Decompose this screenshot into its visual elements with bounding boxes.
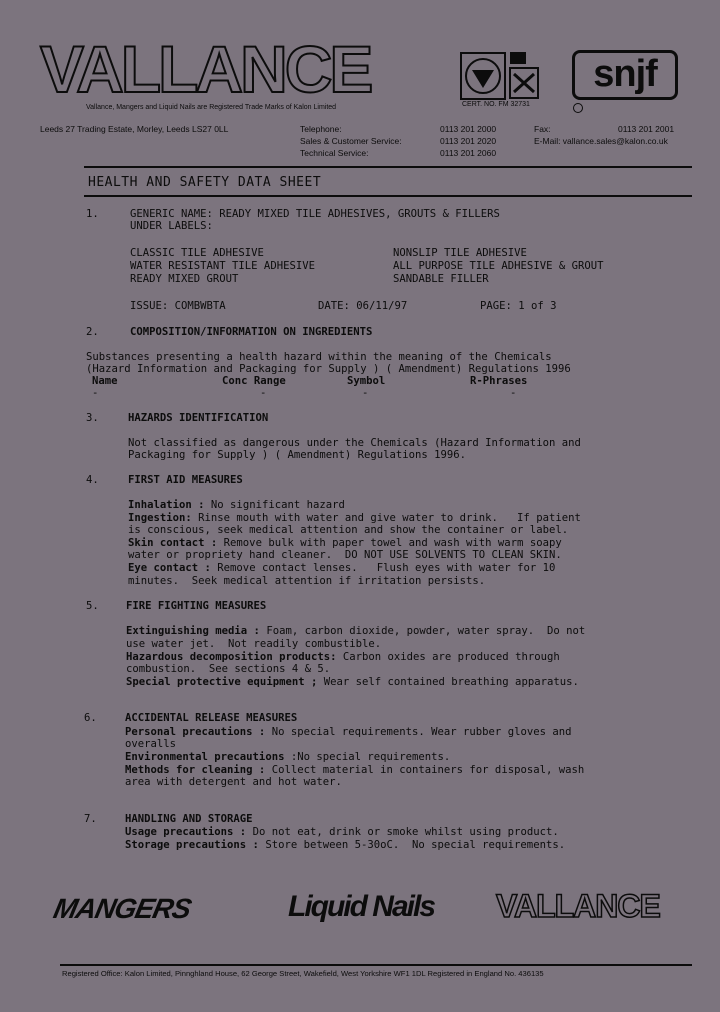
liquid-nails-logo: Liquid Nails <box>288 890 435 923</box>
vallance-logo: VALLANCE <box>40 32 371 106</box>
fire-protective <box>126 676 579 688</box>
column-dash: - <box>362 387 369 399</box>
field-value: Wear self contained breathing apparatus. <box>317 676 579 688</box>
snjf-text: snjf <box>593 53 657 95</box>
handling-storage <box>125 839 565 851</box>
section-title: FIRST AID MEASURES <box>128 474 243 486</box>
column-header: Name <box>92 375 118 387</box>
release-cleaning <box>125 764 584 776</box>
registered-mark-icon <box>573 103 583 113</box>
first-aid-ingestion <box>128 512 581 524</box>
body-text: overalls <box>125 738 177 750</box>
footer-divider <box>60 964 692 966</box>
field-key: Skin contact : <box>128 537 218 549</box>
field-value: Rinse mouth with water and give water to drink. If patient <box>191 512 581 524</box>
section-title: HANDLING AND STORAGE <box>125 813 253 825</box>
section-title: COMPOSITION/INFORMATION ON INGREDIENTS <box>130 326 373 338</box>
field-key: Ingestion: <box>128 512 192 524</box>
bsi-certification-logo <box>460 52 542 102</box>
body-text: use water jet. Not readily combustible. <box>126 638 382 650</box>
first-aid-inhalation <box>128 499 345 511</box>
section-number: 7. <box>84 813 97 825</box>
label-item: WATER RESISTANT TILE ADHESIVE <box>130 260 315 272</box>
release-environmental <box>125 751 450 763</box>
body-text: water or propriety hand cleaner. DO NOT USE SOLVENTS TO CLEAN SKIN. <box>128 549 562 561</box>
field-value: No significant hazard <box>204 499 345 511</box>
section-title: ACCIDENTAL RELEASE MEASURES <box>125 712 298 724</box>
section-number: 4. <box>86 474 99 486</box>
section-number: 2. <box>86 326 99 338</box>
field-value: Remove contact lenses. Flush eyes with water for 10 <box>210 562 556 574</box>
snjf-logo <box>572 50 678 100</box>
contact-label: Sales & Customer Service: <box>300 136 402 146</box>
body-text: is conscious, seek medical attention and show the container or label. <box>128 524 569 536</box>
body-text: (Hazard Information and Packaging for Supply ) ( Amendment) Regulations 1996 <box>86 363 571 375</box>
label-item: CLASSIC TILE ADHESIVE <box>130 247 264 259</box>
fire-decomposition <box>126 651 560 663</box>
field-value: Carbon oxides are produced through <box>336 651 560 663</box>
page-number: PAGE: 1 of 3 <box>480 300 557 312</box>
generic-name: GENERIC NAME: READY MIXED TILE ADHESIVES, GROUTS & FILLERS <box>130 208 500 220</box>
field-key: Methods for cleaning : <box>125 764 266 776</box>
title-divider <box>84 195 692 197</box>
field-key: Eye contact : <box>128 562 211 574</box>
field-key: Environmental precautions <box>125 751 285 763</box>
address-line: Leeds 27 Trading Estate, Morley, Leeds LS27 0LL <box>40 124 229 134</box>
column-dash: - <box>260 387 267 399</box>
section-title: HAZARDS IDENTIFICATION <box>128 412 269 424</box>
field-key: Personal precautions : <box>125 726 266 738</box>
page-title: HEALTH AND SAFETY DATA SHEET <box>88 175 322 190</box>
contact-value: 0113 201 2020 <box>440 136 497 146</box>
vallance-footer-logo: VALLANCE <box>496 888 660 924</box>
release-personal <box>125 726 571 738</box>
field-key: Usage precautions : <box>125 826 247 838</box>
handling-usage <box>125 826 559 838</box>
column-dash: - <box>92 387 99 399</box>
body-text: Packaging for Supply ) ( Amendment) Regulations 1996. <box>128 449 467 461</box>
column-dash: - <box>510 387 517 399</box>
field-value: :No special requirements. <box>284 751 451 763</box>
contact-label: Telephone: <box>300 124 342 134</box>
label-item: SANDABLE FILLER <box>393 273 489 285</box>
issue-code: ISSUE: COMBWBTA <box>130 300 226 312</box>
fire-extinguishing <box>126 625 585 637</box>
email-line: E-Mail: vallance.sales@kalon.co.uk <box>534 136 668 146</box>
field-value: Remove bulk with paper towel and wash with warm soapy <box>217 537 562 549</box>
field-value: Store between 5-30oC. No special requirements. <box>258 839 566 851</box>
first-aid-skin <box>128 537 562 549</box>
label-item: ALL PURPOSE TILE ADHESIVE & GROUT <box>393 260 604 272</box>
field-key: Special protective equipment ; <box>126 676 318 688</box>
fax-value: 0113 201 2001 <box>618 124 675 134</box>
field-key: Extinguishing media : <box>126 625 260 637</box>
issue-date: DATE: 06/11/97 <box>318 300 408 312</box>
section-number: 1. <box>86 208 99 220</box>
contact-value: 0113 201 2060 <box>440 148 497 158</box>
field-value: Collect material in containers for disposal, wash <box>265 764 585 776</box>
registered-office: Registered Office: Kalon Limited, Pinnghland House, 62 George Street, Wakefield, West Yorkshire WF1 1DL Registered in England No. 436135 <box>62 969 544 978</box>
body-text: Substances presenting a health hazard within the meaning of the Chemicals <box>86 351 552 363</box>
field-value: Do not eat, drink or smoke whilst using product. <box>246 826 559 838</box>
body-text: combustion. See sections 4 & 5. <box>126 663 331 675</box>
header-divider <box>84 166 692 168</box>
body-text: minutes. Seek medical attention if irritation persists. <box>128 575 486 587</box>
body-text: Not classified as dangerous under the Chemicals (Hazard Information and <box>128 437 581 449</box>
first-aid-eye <box>128 562 555 574</box>
contact-value: 0113 201 2000 <box>440 124 497 134</box>
mangers-logo: MANGERS <box>50 893 194 924</box>
under-labels: UNDER LABELS: <box>130 220 213 232</box>
column-header: Symbol <box>347 375 386 387</box>
label-item: READY MIXED GROUT <box>130 273 239 285</box>
body-text: area with detergent and hot water. <box>125 776 342 788</box>
column-header: R-Phrases <box>470 375 528 387</box>
field-key: Inhalation : <box>128 499 205 511</box>
column-header: Conc Range <box>222 375 286 387</box>
field-key: Hazardous decomposition products: <box>126 651 337 663</box>
cert-number: CERT. NO. FM 32731 <box>462 101 530 108</box>
fax-label: Fax: <box>534 124 551 134</box>
section-number: 5. <box>86 600 99 612</box>
field-key: Storage precautions : <box>125 839 259 851</box>
section-title: FIRE FIGHTING MEASURES <box>126 600 267 612</box>
section-number: 6. <box>84 712 97 724</box>
trademark-line: Vallance, Mangers and Liquid Nails are Registered Trade Marks of Kalon Limited <box>86 104 337 111</box>
label-item: NONSLIP TILE ADHESIVE <box>393 247 527 259</box>
field-value: Foam, carbon dioxide, powder, water spray. Do not <box>259 625 586 637</box>
contact-label: Technical Service: <box>300 148 369 158</box>
section-number: 3. <box>86 412 99 424</box>
field-value: No special requirements. Wear rubber gloves and <box>265 726 572 738</box>
